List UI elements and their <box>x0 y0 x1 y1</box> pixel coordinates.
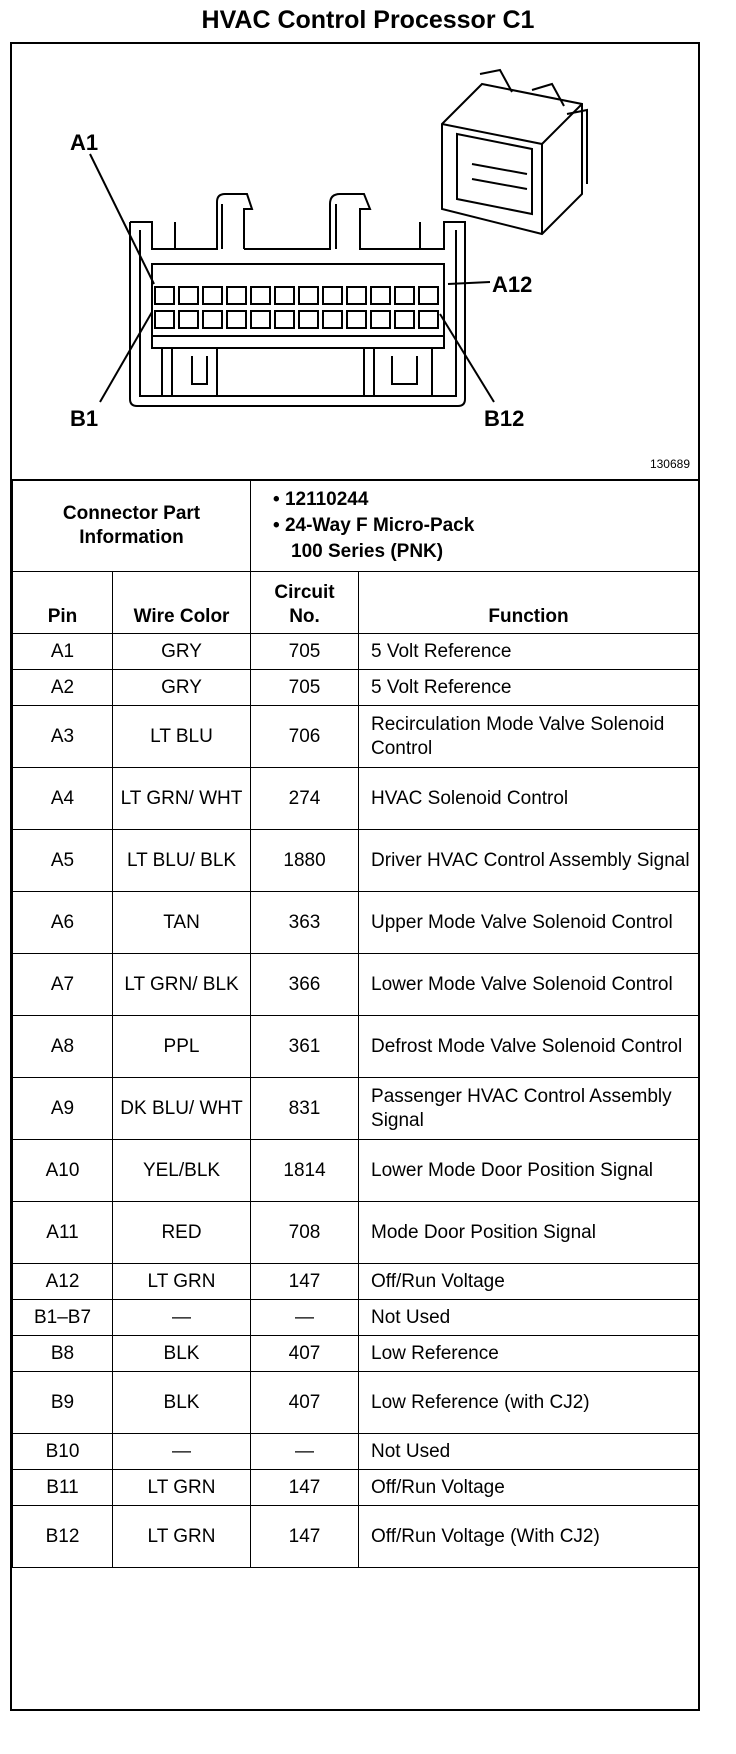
circuit-cell: 147 <box>251 1470 359 1506</box>
pinout-table <box>12 479 699 1568</box>
connector-drawing <box>12 44 698 479</box>
table-row <box>13 892 699 954</box>
table-row <box>13 1506 699 1568</box>
circuit-cell: — <box>251 1300 359 1336</box>
function-cell: Passenger HVAC Control Assembly Signal <box>359 1078 699 1140</box>
table-row <box>13 1140 699 1202</box>
table-row <box>13 1202 699 1264</box>
connector-sheet <box>10 42 700 1711</box>
function-cell: Mode Door Position Signal <box>359 1202 699 1264</box>
wire-color-cell: — <box>113 1300 251 1336</box>
label-b12: B12 <box>484 406 525 431</box>
circuit-cell: — <box>251 1434 359 1470</box>
table-row <box>13 1016 699 1078</box>
circuit-cell: 705 <box>251 634 359 670</box>
function-cell: Low Reference (with CJ2) <box>359 1372 699 1434</box>
header-function: Function <box>359 572 699 634</box>
pinout-rows <box>13 634 699 1568</box>
table-row <box>13 1434 699 1470</box>
circuit-cell: 706 <box>251 706 359 768</box>
pin-cell: B10 <box>13 1434 113 1470</box>
table-row <box>13 1264 699 1300</box>
table-row <box>13 706 699 768</box>
connector-info-row <box>13 480 699 572</box>
function-cell: Lower Mode Valve Solenoid Control <box>359 954 699 1016</box>
pin-cell: A11 <box>13 1202 113 1264</box>
header-wire-color: Wire Color <box>113 572 251 634</box>
circuit-cell: 831 <box>251 1078 359 1140</box>
function-cell: Off/Run Voltage (With CJ2) <box>359 1506 699 1568</box>
function-cell: Off/Run Voltage <box>359 1264 699 1300</box>
connector-diagram <box>12 44 698 481</box>
circuit-cell: 705 <box>251 670 359 706</box>
function-cell: Recirculation Mode Valve Solenoid Control <box>359 706 699 768</box>
table-row <box>13 1300 699 1336</box>
function-cell: HVAC Solenoid Control <box>359 768 699 830</box>
wire-color-cell: — <box>113 1434 251 1470</box>
wire-color-cell: RED <box>113 1202 251 1264</box>
connector-part-number: • 12110244 <box>273 488 369 510</box>
function-cell: Defrost Mode Valve Solenoid Control <box>359 1016 699 1078</box>
function-cell: Driver HVAC Control Assembly Signal <box>359 830 699 892</box>
table-row <box>13 634 699 670</box>
table-row <box>13 1078 699 1140</box>
pin-cell: A3 <box>13 706 113 768</box>
connector-info-values <box>251 480 699 572</box>
table-row <box>13 830 699 892</box>
wire-color-cell: BLK <box>113 1372 251 1434</box>
function-cell: Not Used <box>359 1434 699 1470</box>
header-pin: Pin <box>13 572 113 634</box>
pin-cell: A10 <box>13 1140 113 1202</box>
function-cell: Lower Mode Door Position Signal <box>359 1140 699 1202</box>
table-row <box>13 1470 699 1506</box>
function-cell: 5 Volt Reference <box>359 634 699 670</box>
pin-cell: B11 <box>13 1470 113 1506</box>
connector-type: • 24-Way F Micro-Pack <box>273 514 475 536</box>
connector-series: 100 Series (PNK) <box>291 540 444 562</box>
pin-cell: A5 <box>13 830 113 892</box>
label-a12: A12 <box>492 272 533 297</box>
header-circuit-no: Circuit No. <box>251 572 359 634</box>
pin-cell: A2 <box>13 670 113 706</box>
wire-color-cell: LT GRN <box>113 1264 251 1300</box>
figure-number: 130689 <box>649 457 690 471</box>
pin-cell: B9 <box>13 1372 113 1434</box>
wire-color-cell: GRY <box>113 670 251 706</box>
wire-color-cell: DK BLU/ WHT <box>113 1078 251 1140</box>
table-row <box>13 670 699 706</box>
wire-color-cell: LT GRN <box>113 1506 251 1568</box>
pin-cell: A6 <box>13 892 113 954</box>
wire-color-cell: LT BLU <box>113 706 251 768</box>
function-cell: Not Used <box>359 1300 699 1336</box>
circuit-cell: 366 <box>251 954 359 1016</box>
pin-cell: A12 <box>13 1264 113 1300</box>
wire-color-cell: LT GRN <box>113 1470 251 1506</box>
pin-cell: A9 <box>13 1078 113 1140</box>
wire-color-cell: YEL/BLK <box>113 1140 251 1202</box>
pin-cell: B8 <box>13 1336 113 1372</box>
wire-color-cell: PPL <box>113 1016 251 1078</box>
table-row <box>13 1336 699 1372</box>
function-cell: Off/Run Voltage <box>359 1470 699 1506</box>
wire-color-cell: TAN <box>113 892 251 954</box>
wire-color-cell: GRY <box>113 634 251 670</box>
circuit-cell: 708 <box>251 1202 359 1264</box>
function-cell: 5 Volt Reference <box>359 670 699 706</box>
wire-color-cell: LT GRN/ WHT <box>113 768 251 830</box>
circuit-cell: 407 <box>251 1372 359 1434</box>
pin-cell: A8 <box>13 1016 113 1078</box>
wire-color-cell: BLK <box>113 1336 251 1372</box>
table-row <box>13 768 699 830</box>
table-row <box>13 1372 699 1434</box>
pin-cavities <box>155 287 438 328</box>
label-a1: A1 <box>70 130 99 155</box>
pin-cell: B12 <box>13 1506 113 1568</box>
pin-cell: A1 <box>13 634 113 670</box>
circuit-cell: 147 <box>251 1264 359 1300</box>
pin-cell: A7 <box>13 954 113 1016</box>
pin-cell: A4 <box>13 768 113 830</box>
wire-color-cell: LT GRN/ BLK <box>113 954 251 1016</box>
function-cell: Upper Mode Valve Solenoid Control <box>359 892 699 954</box>
connector-info-label: Connector Part Information <box>13 480 251 572</box>
circuit-cell: 407 <box>251 1336 359 1372</box>
circuit-cell: 1814 <box>251 1140 359 1202</box>
circuit-cell: 363 <box>251 892 359 954</box>
function-cell: Low Reference <box>359 1336 699 1372</box>
table-header-row <box>13 572 699 634</box>
pin-cell: B1–B7 <box>13 1300 113 1336</box>
circuit-cell: 1880 <box>251 830 359 892</box>
circuit-cell: 274 <box>251 768 359 830</box>
label-b1: B1 <box>70 406 99 431</box>
table-row <box>13 954 699 1016</box>
wire-color-cell: LT BLU/ BLK <box>113 830 251 892</box>
circuit-cell: 361 <box>251 1016 359 1078</box>
page-title: HVAC Control Processor C1 <box>201 6 535 34</box>
circuit-cell: 147 <box>251 1506 359 1568</box>
